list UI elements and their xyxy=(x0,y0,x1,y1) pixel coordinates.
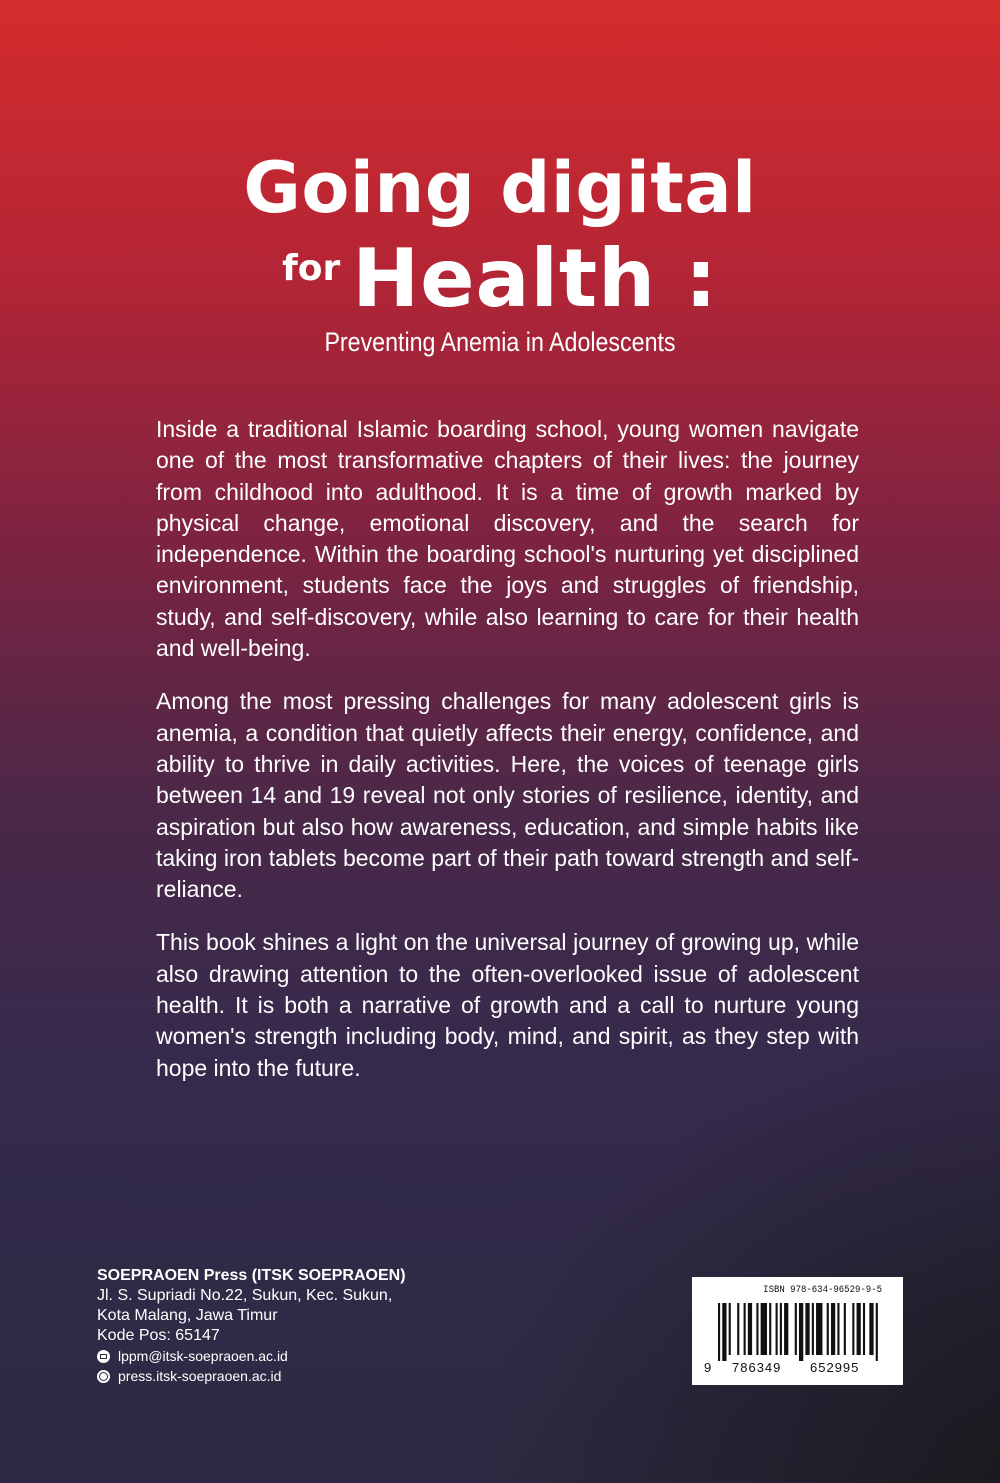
globe-icon xyxy=(97,1370,110,1383)
publisher-website-row xyxy=(97,1366,517,1386)
barcode-digit-group-2: 652995 xyxy=(810,1360,860,1375)
barcode-bar xyxy=(761,1303,767,1355)
barcode-bar xyxy=(876,1303,878,1361)
publisher-address-2: Kota Malang, Jawa Timur xyxy=(97,1307,278,1324)
blurb xyxy=(156,414,859,1106)
publisher-address-1: Jl. S. Supriadi No.22, Sukun, Kec. Sukun, xyxy=(97,1287,393,1304)
barcode-bar xyxy=(744,1303,746,1355)
barcode-bar xyxy=(831,1303,835,1355)
barcode-bars xyxy=(718,1303,880,1361)
barcode-bar xyxy=(776,1303,778,1355)
barcode-bar xyxy=(837,1303,839,1355)
barcode-bar xyxy=(863,1303,865,1355)
barcode-bar xyxy=(737,1303,739,1355)
barcode-bar xyxy=(816,1303,822,1355)
barcode-bar xyxy=(812,1303,814,1355)
barcode-bar xyxy=(780,1303,782,1355)
barcode-bar xyxy=(722,1303,726,1361)
barcode-bar xyxy=(748,1303,752,1355)
mail-icon xyxy=(97,1350,110,1363)
barcode-digit-group-1: 786349 xyxy=(732,1360,782,1375)
barcode-bar xyxy=(827,1303,829,1355)
barcode-digit-first: 9 xyxy=(704,1360,713,1375)
publisher-name: SOEPRAOEN Press (ITSK SOEPRAOEN) xyxy=(97,1267,406,1284)
barcode-bar xyxy=(729,1303,731,1355)
barcode-bar xyxy=(795,1303,797,1355)
barcode-bar xyxy=(784,1303,788,1355)
publisher-postal: Kode Pos: 65147 xyxy=(97,1327,220,1344)
barcode-bar xyxy=(718,1303,720,1361)
blurb-paragraph-1: Inside a traditional Islamic boarding school, young women navigate one of the most transformative chapters of their lives: the journey from childhood into adulthood. It is a time of growth marked by physical change, emotional discovery, and the search for independence. Within the boarding school's nurturing yet disciplined environment, students face the joys and struggles of friendship, study, and self-discovery, while also learning to care for their health and well-being. xyxy=(156,416,859,662)
barcode-bar xyxy=(869,1303,873,1355)
publisher-email-row xyxy=(97,1346,517,1366)
barcode-bar xyxy=(805,1303,809,1355)
barcode-bar xyxy=(769,1303,771,1355)
barcode-bar xyxy=(857,1303,861,1355)
barcode-bar xyxy=(852,1303,854,1355)
isbn-barcode xyxy=(692,1277,903,1385)
publisher-email[interactable]: lppm@itsk-soepraoen.ac.id xyxy=(118,1348,288,1364)
blurb-paragraph-3: This book shines a light on the universal journey of growing up, while also drawing attention to the often-overlooked issue of adolescent health. It is both a narrative of growth and a call to nurture young women's strength including body, mind, and spirit, as they step with hope into the future. xyxy=(156,929,859,1081)
publisher-info xyxy=(97,1266,517,1386)
title-big-word: Health : xyxy=(352,232,718,325)
title-small-word: for xyxy=(282,248,341,289)
isbn-label: ISBN 978-634-96529-9-5 xyxy=(763,1285,882,1296)
barcode-bar xyxy=(756,1303,758,1355)
barcode-bar xyxy=(844,1303,846,1355)
barcode-bar xyxy=(799,1303,803,1361)
subtitle: Preventing Anemia in Adolescents xyxy=(324,327,676,357)
blurb-paragraph-2: Among the most pressing challenges for many adolescent girls is anemia, a condition that quietly affects their energy, confidence, and ability to thrive in daily activities. Here, the voices of teenage girls between 14 and 19 reveal not only stories of resilience, identity, and aspiration but also how awareness, education, and simple habits like taking iron tablets become part of their path toward strength and self-reliance. xyxy=(156,688,859,903)
title-line-1: Going digital xyxy=(243,147,757,229)
publisher-website[interactable]: press.itsk-soepraoen.ac.id xyxy=(118,1368,282,1384)
